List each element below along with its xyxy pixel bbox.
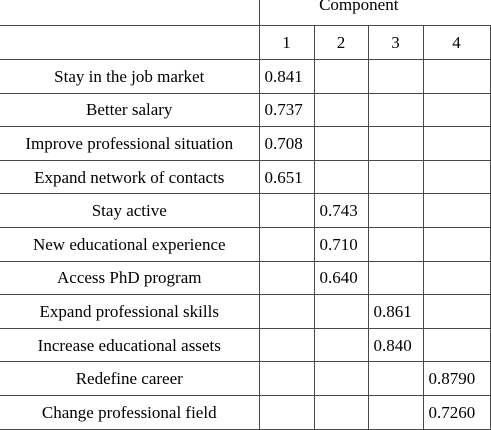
loading-cell-component-2	[314, 60, 368, 94]
table-row	[0, 60, 490, 94]
row-label: Expand network of contacts	[0, 160, 259, 194]
loading-cell-component-3	[368, 127, 423, 161]
row-label: Change professional field	[0, 395, 259, 429]
row-label: Redefine career	[0, 362, 259, 396]
loading-cell-component-4: 0.7260	[423, 395, 490, 429]
row-label: Access PhD program	[0, 261, 259, 295]
loading-cell-component-4: 0.8790	[423, 362, 490, 396]
loading-cell-component-1: 0.651	[259, 160, 314, 194]
corner-cell	[0, 0, 259, 26]
header-row-numbers	[0, 26, 490, 60]
loading-cell-component-2	[314, 395, 368, 429]
loading-cell-component-1	[259, 395, 314, 429]
row-label: Better salary	[0, 93, 259, 127]
table-row	[0, 160, 490, 194]
loading-cell-component-4	[423, 261, 490, 295]
loading-cell-component-3	[368, 227, 423, 261]
loading-cell-component-3	[368, 261, 423, 295]
table-row	[0, 227, 490, 261]
loading-cell-component-4	[423, 194, 490, 228]
loading-cell-component-2	[314, 328, 368, 362]
loading-cell-component-1: 0.708	[259, 127, 314, 161]
table-row	[0, 194, 490, 228]
loading-cell-component-4	[423, 93, 490, 127]
loading-cell-component-1	[259, 261, 314, 295]
column-header-4: 4	[423, 26, 490, 60]
loading-cell-component-3: 0.840	[368, 328, 423, 362]
table-row	[0, 328, 490, 362]
loading-cell-component-4	[423, 227, 490, 261]
loading-cell-component-3	[368, 93, 423, 127]
row-label: New educational experience	[0, 227, 259, 261]
table-row	[0, 295, 490, 329]
loading-cell-component-3: 0.861	[368, 295, 423, 329]
loading-cell-component-1	[259, 194, 314, 228]
column-header-3: 3	[368, 26, 423, 60]
loading-cell-component-2	[314, 127, 368, 161]
loading-cell-component-3	[368, 395, 423, 429]
loading-cell-component-2: 0.743	[314, 194, 368, 228]
column-header-2: 2	[314, 26, 368, 60]
row-label: Stay in the job market	[0, 60, 259, 94]
loading-cell-component-2	[314, 295, 368, 329]
loading-cell-component-4	[423, 60, 490, 94]
component-header-label: Component	[319, 0, 399, 14]
loading-cell-component-1	[259, 362, 314, 396]
loading-cell-component-3	[368, 160, 423, 194]
loading-cell-component-1: 0.841	[259, 60, 314, 94]
row-label: Increase educational assets	[0, 328, 259, 362]
loading-cell-component-4	[423, 160, 490, 194]
table-row	[0, 362, 490, 396]
loading-cell-component-3	[368, 194, 423, 228]
header-row-component	[0, 0, 490, 26]
loading-cell-component-2: 0.640	[314, 261, 368, 295]
loading-cell-component-1	[259, 227, 314, 261]
loading-cell-component-2: 0.710	[314, 227, 368, 261]
loading-cell-component-3	[368, 60, 423, 94]
table-row	[0, 395, 490, 429]
column-header-1: 1	[259, 26, 314, 60]
component-header	[259, 0, 490, 26]
loading-cell-component-3	[368, 362, 423, 396]
loading-cell-component-4	[423, 295, 490, 329]
loading-cell-component-1	[259, 295, 314, 329]
row-label: Improve professional situation	[0, 127, 259, 161]
loading-cell-component-1	[259, 328, 314, 362]
loading-cell-component-2	[314, 362, 368, 396]
loading-cell-component-2	[314, 160, 368, 194]
loading-cell-component-1: 0.737	[259, 93, 314, 127]
loading-cell-component-4	[423, 328, 490, 362]
row-label: Stay active	[0, 194, 259, 228]
label-header-cell	[0, 26, 259, 60]
loading-cell-component-2	[314, 93, 368, 127]
table-row	[0, 127, 490, 161]
table-row	[0, 93, 490, 127]
loading-cell-component-4	[423, 127, 490, 161]
table-row	[0, 261, 490, 295]
row-label: Expand professional skills	[0, 295, 259, 329]
table-body	[0, 60, 490, 430]
